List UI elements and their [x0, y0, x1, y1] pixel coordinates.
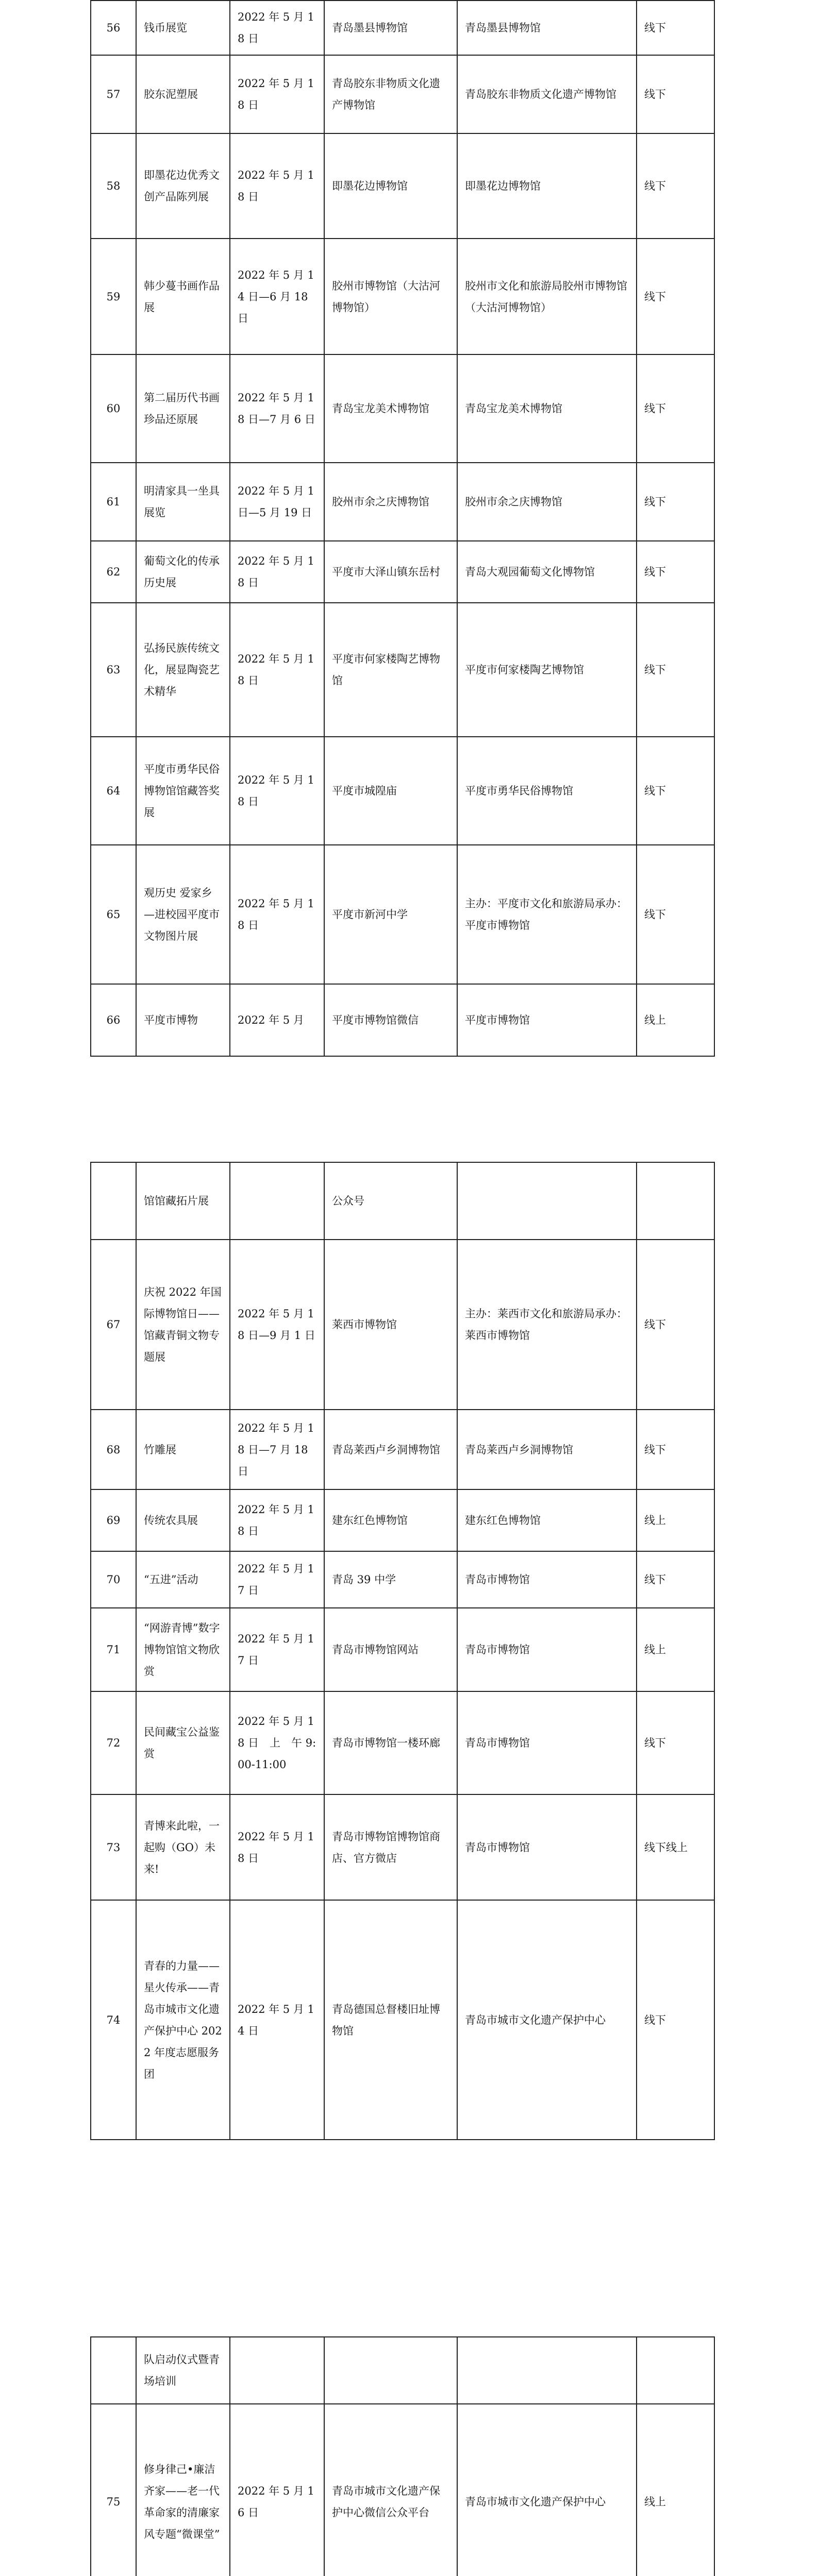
- table-row: [91, 55, 714, 133]
- cell-organizer: 平度市勇华民俗博物馆: [457, 737, 637, 845]
- cell-time: 2022 年 5 月 18 日: [230, 133, 324, 239]
- cell-name: 竹雕展: [136, 1410, 230, 1489]
- cell-time: 2022 年 5 月 14 日—6 月 18 日: [230, 239, 324, 354]
- cell-place: 平度市博物馆微信: [324, 984, 457, 1056]
- cell-place: 莱西市博物馆: [324, 1240, 457, 1410]
- table-row: [91, 845, 714, 984]
- cell-place: 青岛市博物馆一楼环廊: [324, 1691, 457, 1794]
- cell-organizer: 建东红色博物馆: [457, 1489, 637, 1551]
- cell-place: 平度市大泽山镇东岳村: [324, 541, 457, 603]
- cell-no: 59: [91, 239, 136, 354]
- cell-organizer: 主办：平度市文化和旅游局承办：平度市博物馆: [457, 845, 637, 984]
- cell-time: 2022 年 5 月 18 日: [230, 1, 324, 55]
- cell-place: 青岛市博物馆网站: [324, 1608, 457, 1691]
- cell-no: 66: [91, 984, 136, 1056]
- table-row: [91, 2337, 714, 2404]
- table-row: [91, 239, 714, 354]
- cell-time: 2022 年 5 月 18 日: [230, 603, 324, 737]
- cell-place: 青岛德国总督楼旧址博物馆: [324, 1900, 457, 2140]
- cell-no: [91, 1162, 136, 1240]
- cell-name: 弘扬民族传统文化，展显陶瓷艺术精华: [136, 603, 230, 737]
- cell-organizer: [457, 1162, 637, 1240]
- cell-name: 青博来此啦，一起购（GO）未来!: [136, 1794, 230, 1900]
- cell-mode: 线下: [637, 541, 714, 603]
- cell-place: 青岛莱西卢乡洞博物馆: [324, 1410, 457, 1489]
- cell-time: 2022 年 5 月 18 日: [230, 737, 324, 845]
- cell-place: 青岛胶东非物质文化遗产博物馆: [324, 55, 457, 133]
- cell-no: 73: [91, 1794, 136, 1900]
- table-row: [91, 603, 714, 737]
- table-row: [91, 1900, 714, 2140]
- cell-name: 钱币展览: [136, 1, 230, 55]
- cell-no: [91, 2337, 136, 2404]
- cell-time: 2022 年 5 月 18 日—9 月 1 日: [230, 1240, 324, 1410]
- cell-mode: 线下: [637, 1240, 714, 1410]
- cell-name: 民间藏宝公益鉴赏: [136, 1691, 230, 1794]
- cell-place: 胶州市博物馆（大沽河博物馆）: [324, 239, 457, 354]
- table-row: [91, 1608, 714, 1691]
- cell-name: 平度市博物: [136, 984, 230, 1056]
- table-row: [91, 737, 714, 845]
- cell-mode: 线下: [637, 1, 714, 55]
- table-row: [91, 1, 714, 55]
- cell-name: “网游青博”数字博物馆馆文物欣赏: [136, 1608, 230, 1691]
- cell-place: 建东红色博物馆: [324, 1489, 457, 1551]
- table-row: [91, 1794, 714, 1900]
- cell-time: 2022 年 5 月 18 日: [230, 55, 324, 133]
- table-row: [91, 1551, 714, 1608]
- cell-no: 70: [91, 1551, 136, 1608]
- cell-mode: 线下线上: [637, 1794, 714, 1900]
- cell-time: 2022 年 5 月 17 日: [230, 1608, 324, 1691]
- cell-mode: 线上: [637, 1489, 714, 1551]
- cell-name: 庆祝 2022 年国际博物馆日——馆藏青铜文物专题展: [136, 1240, 230, 1410]
- cell-time: 2022 年 5 月 18 日: [230, 845, 324, 984]
- cell-name: 即墨花边优秀文创产品陈列展: [136, 133, 230, 239]
- cell-organizer: 青岛宝龙美术博物馆: [457, 354, 637, 463]
- cell-place: 公众号: [324, 1162, 457, 1240]
- cell-no: 72: [91, 1691, 136, 1794]
- cell-place: 平度市何家楼陶艺博物馆: [324, 603, 457, 737]
- cell-mode: 线上: [637, 984, 714, 1056]
- cell-organizer: 青岛墨县博物馆: [457, 1, 637, 55]
- cell-organizer: 青岛莱西卢乡洞博物馆: [457, 1410, 637, 1489]
- cell-time: 2022 年 5 月 18 日: [230, 1794, 324, 1900]
- cell-time: [230, 1162, 324, 1240]
- cell-place: 青岛市博物馆博物馆商店、官方微店: [324, 1794, 457, 1900]
- cell-no: 62: [91, 541, 136, 603]
- cell-organizer: 主办：莱西市文化和旅游局承办：莱西市博物馆: [457, 1240, 637, 1410]
- cell-organizer: 青岛市博物馆: [457, 1794, 637, 1900]
- cell-time: 2022 年 5 月 17 日: [230, 1551, 324, 1608]
- cell-organizer: 平度市何家楼陶艺博物馆: [457, 603, 637, 737]
- cell-place: 青岛墨县博物馆: [324, 1, 457, 55]
- cell-no: 64: [91, 737, 136, 845]
- cell-place: 青岛宝龙美术博物馆: [324, 354, 457, 463]
- table-row: [91, 354, 714, 463]
- cell-no: 58: [91, 133, 136, 239]
- activity-table-page-1: [90, 0, 715, 1057]
- cell-name: 平度市勇华民俗博物馆馆藏答奖展: [136, 737, 230, 845]
- cell-place: [324, 2337, 457, 2404]
- cell-name: 队启动仪式暨青场培训: [136, 2337, 230, 2404]
- table-row: [91, 1691, 714, 1794]
- table-row: [91, 463, 714, 541]
- cell-no: 57: [91, 55, 136, 133]
- cell-no: 63: [91, 603, 136, 737]
- cell-place: 即墨花边博物馆: [324, 133, 457, 239]
- cell-organizer: 青岛市城市文化遗产保护中心: [457, 2404, 637, 2576]
- activity-table-page-3: [90, 2336, 715, 2576]
- cell-mode: 线下: [637, 1900, 714, 2140]
- cell-no: 75: [91, 2404, 136, 2576]
- cell-time: 2022 年 5 月 14 日: [230, 1900, 324, 2140]
- cell-name: 明清家具一坐具展览: [136, 463, 230, 541]
- cell-mode: 线下: [637, 1410, 714, 1489]
- cell-organizer: 青岛胶东非物质文化遗产博物馆: [457, 55, 637, 133]
- cell-time: 2022 年 5 月 16 日: [230, 2404, 324, 2576]
- cell-place: 青岛 39 中学: [324, 1551, 457, 1608]
- cell-no: 69: [91, 1489, 136, 1551]
- table-row: [91, 1410, 714, 1489]
- cell-mode: [637, 1162, 714, 1240]
- cell-mode: 线下: [637, 737, 714, 845]
- cell-name: 青春的力量——星火传承——青岛市城市文化遗产保护中心 2022 年度志愿服务团: [136, 1900, 230, 2140]
- cell-time: [230, 2337, 324, 2404]
- cell-organizer: 胶州市余之庆博物馆: [457, 463, 637, 541]
- cell-no: 68: [91, 1410, 136, 1489]
- cell-name: “五进”活动: [136, 1551, 230, 1608]
- cell-no: 67: [91, 1240, 136, 1410]
- table-row: [91, 1489, 714, 1551]
- cell-name: 第二届历代书画珍品还原展: [136, 354, 230, 463]
- cell-no: 74: [91, 1900, 136, 2140]
- table-row: [91, 541, 714, 603]
- cell-organizer: 平度市博物馆: [457, 984, 637, 1056]
- cell-mode: 线下: [637, 239, 714, 354]
- cell-mode: 线下: [637, 463, 714, 541]
- table-row: [91, 984, 714, 1056]
- cell-place: 胶州市余之庆博物馆: [324, 463, 457, 541]
- cell-time: 2022 年 5 月 18 日 上 午 9:00-11:00: [230, 1691, 324, 1794]
- cell-organizer: 青岛市博物馆: [457, 1691, 637, 1794]
- cell-mode: 线下: [637, 55, 714, 133]
- cell-no: 65: [91, 845, 136, 984]
- cell-place: 平度市城隍庙: [324, 737, 457, 845]
- cell-name: 葡萄文化的传承历史展: [136, 541, 230, 603]
- table-row: [91, 1240, 714, 1410]
- cell-organizer: 青岛市博物馆: [457, 1551, 637, 1608]
- table-row: [91, 1162, 714, 1240]
- cell-time: 2022 年 5 月 18 日: [230, 541, 324, 603]
- cell-time: 2022 年 5 月 18 日—7 月 6 日: [230, 354, 324, 463]
- cell-organizer: 胶州市文化和旅游局胶州市博物馆 （大沽河博物馆）: [457, 239, 637, 354]
- cell-name: 馆馆藏拓片展: [136, 1162, 230, 1240]
- cell-mode: 线下: [637, 133, 714, 239]
- cell-organizer: 即墨花边博物馆: [457, 133, 637, 239]
- cell-mode: 线下: [637, 1691, 714, 1794]
- cell-mode: 线上: [637, 2404, 714, 2576]
- cell-time: 2022 年 5 月: [230, 984, 324, 1056]
- cell-place: 平度市新河中学: [324, 845, 457, 984]
- cell-no: 60: [91, 354, 136, 463]
- table-row: [91, 133, 714, 239]
- cell-place: 青岛市城市文化遗产保护中心微信公众平台: [324, 2404, 457, 2576]
- cell-name: 修身律己•廉洁齐家——老一代革命家的清廉家风专题“微课堂”: [136, 2404, 230, 2576]
- cell-organizer: [457, 2337, 637, 2404]
- cell-time: 2022 年 5 月 18 日: [230, 1489, 324, 1551]
- cell-mode: 线下: [637, 354, 714, 463]
- cell-organizer: 青岛大观园葡萄文化博物馆: [457, 541, 637, 603]
- cell-no: 61: [91, 463, 136, 541]
- cell-mode: [637, 2337, 714, 2404]
- cell-organizer: 青岛市城市文化遗产保护中心: [457, 1900, 637, 2140]
- cell-mode: 线上: [637, 1608, 714, 1691]
- cell-time: 2022 年 5 月 18 日—7 月 18 日: [230, 1410, 324, 1489]
- cell-time: 2022 年 5 月 1 日—5 月 19 日: [230, 463, 324, 541]
- cell-no: 71: [91, 1608, 136, 1691]
- cell-name: 传统农具展: [136, 1489, 230, 1551]
- cell-mode: 线下: [637, 1551, 714, 1608]
- activity-table-page-2: [90, 1162, 715, 2140]
- cell-no: 56: [91, 1, 136, 55]
- cell-mode: 线下: [637, 603, 714, 737]
- table-row: [91, 2404, 714, 2576]
- cell-name: 观历史 爱家乡—进校园平度市文物图片展: [136, 845, 230, 984]
- cell-name: 韩少蔓书画作品展: [136, 239, 230, 354]
- cell-mode: 线下: [637, 845, 714, 984]
- cell-organizer: 青岛市博物馆: [457, 1608, 637, 1691]
- cell-name: 胶东泥塑展: [136, 55, 230, 133]
